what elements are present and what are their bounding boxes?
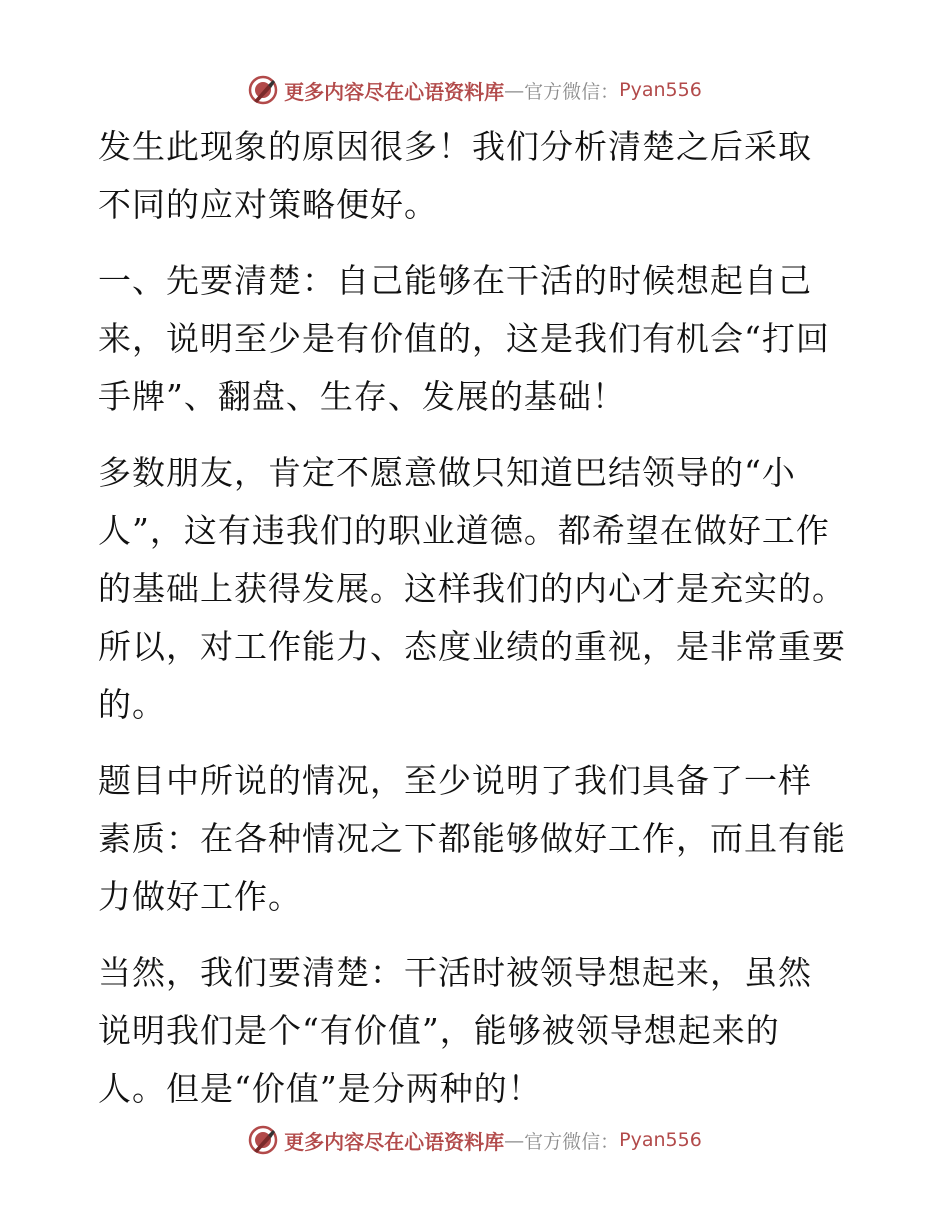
- pen-logo-icon: [248, 1125, 278, 1155]
- banner-separator: —: [504, 78, 525, 102]
- text-line: 所以，对工作能力、态度业绩的重视，是非常重要: [98, 627, 846, 666]
- header-watermark-banner: [0, 70, 950, 110]
- paragraph-4: [98, 752, 850, 926]
- text-line: 题目中所说的情况，至少说明了我们具备了一样: [98, 761, 812, 800]
- text-line: 多数朋友，肯定不愿意做只知道巴结领导的“小: [98, 453, 796, 492]
- text-line: 人”，这有违我们的职业道德。都希望在做好工作: [98, 511, 830, 550]
- text-line: 说明我们是个“有价值”，能够被领导想起来的: [98, 1011, 780, 1050]
- text-line: 力做好工作。: [98, 877, 302, 916]
- banner-title: 更多内容尽在心语资料库: [284, 1129, 505, 1154]
- text-line: 人。但是“价值”是分两种的！: [98, 1069, 542, 1108]
- text-line: 手牌”、翻盘、生存、发展的基础！: [98, 377, 626, 416]
- banner-wechat-label: 官方微信：: [524, 80, 620, 103]
- banner-title: 更多内容尽在心语资料库: [284, 79, 505, 104]
- footer-watermark-banner: [0, 1120, 950, 1160]
- text-line: 一、先要清楚：自己能够在干活的时候想起自己: [98, 261, 812, 300]
- pen-logo-icon: [248, 75, 278, 105]
- paragraph-5: [98, 944, 850, 1118]
- banner-wechat-id: Pyan556: [619, 1129, 702, 1151]
- text-line: 不同的应对策略便好。: [98, 185, 438, 224]
- banner-separator: —: [504, 1128, 525, 1152]
- paragraph-2: [98, 252, 850, 426]
- text-line: 的基础上获得发展。这样我们的内心才是充实的。: [98, 569, 846, 608]
- text-line: 的。: [98, 685, 166, 724]
- document-body: [98, 118, 850, 1136]
- banner-wechat-label: 官方微信：: [524, 1130, 620, 1153]
- text-line: 发生此现象的原因很多！我们分析清楚之后采取: [98, 127, 812, 166]
- text-line: 来，说明至少是有价值的，这是我们有机会“打回: [98, 319, 830, 358]
- banner-wechat-id: Pyan556: [619, 79, 702, 101]
- paragraph-3: [98, 444, 850, 734]
- text-line: 素质：在各种情况之下都能够做好工作，而且有能: [98, 819, 846, 858]
- text-line: 当然，我们要清楚：干活时被领导想起来，虽然: [98, 953, 812, 992]
- paragraph-1: [98, 118, 850, 234]
